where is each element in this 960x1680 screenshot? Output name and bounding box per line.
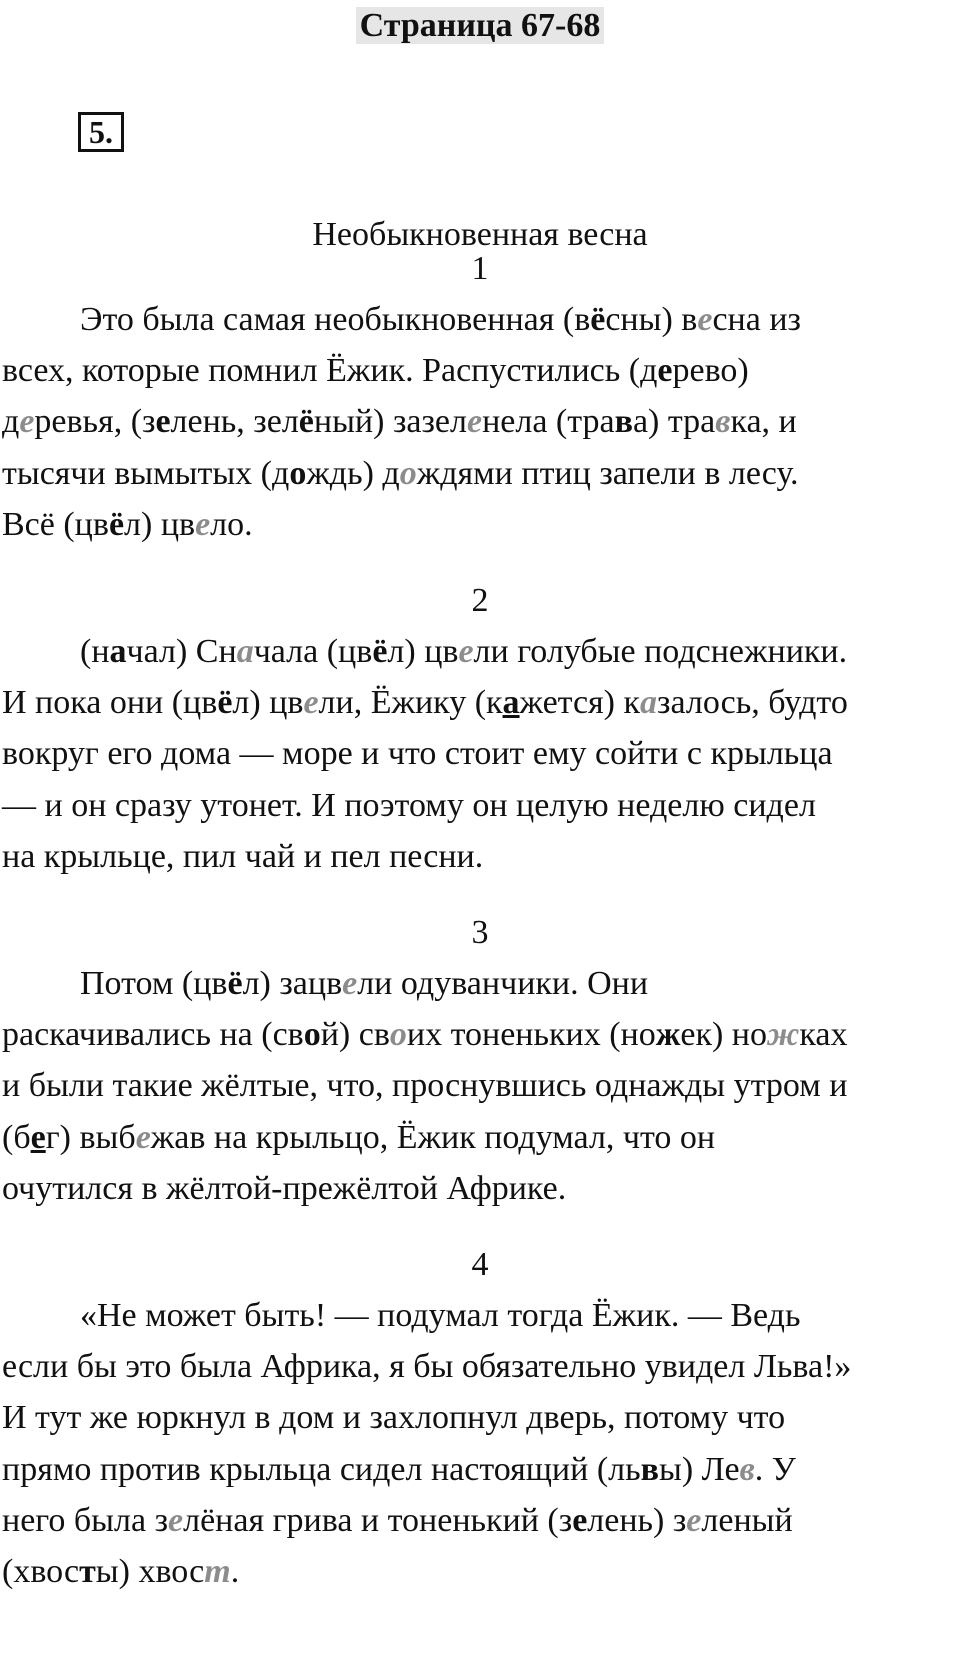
section-number: 3 (471, 914, 489, 951)
text-line: всех, которые помнил Ёжик. Распустились (дерево) (2, 352, 749, 390)
text-line: И тут же юркнул в дом и захлопнул дверь, потому что (2, 1399, 786, 1437)
document-title: Необыкновенная весна (312, 216, 648, 253)
text-line: (бег) выбежав на крыльцо, Ёжик подумал, что он (2, 1118, 716, 1156)
text-line: (хвосты) хвост. (2, 1553, 240, 1591)
text-line: вокруг его дома — море и что стоит ему сойти с крыльца (2, 735, 833, 773)
text-line: — и он сразу утонет. И поэтому он целую неделю сидел (2, 786, 816, 824)
task-number-box: 5. (78, 112, 124, 152)
text-line: Всё (цвёл) цвело. (2, 505, 253, 543)
section-text (0, 1290, 960, 1597)
text-line: прямо против крыльца сидел настоящий (львы) Лев. У (2, 1450, 796, 1488)
text-line: «Не может быть! — подумал тогда Ёжик. — Ведь (80, 1297, 801, 1334)
section-number: 2 (471, 582, 489, 619)
section-1 (0, 244, 960, 550)
section-2 (0, 576, 960, 882)
text-line: Это была самая необыкновенная (вёсны) весна из (80, 301, 801, 338)
section-text (0, 958, 960, 1214)
text-line: если бы это была Африка, я бы обязательно увидел Льва!» (2, 1348, 852, 1386)
text-line: него была зелёная грива и тоненький (зелень) зеленый (2, 1501, 793, 1539)
text-line: раскачивались на (свой) своих тоненьких (ножек) ножках (2, 1016, 848, 1054)
section-number: 4 (471, 1246, 489, 1283)
text-line: И пока они (цвёл) цвели, Ёжику (кажется) казалось, будто (2, 684, 848, 722)
text-line: деревья, (зелень, зелёный) зазеленела (трава) травка, и (2, 403, 797, 441)
section-text (0, 294, 960, 550)
section-number: 1 (471, 250, 489, 287)
text-line: на крыльце, пил чай и пел песни. (2, 837, 484, 875)
section-text (0, 626, 960, 882)
text-line: и были такие жёлтые, что, проснувшись однажды утром и (2, 1067, 848, 1105)
text-line: очутился в жёлтой-прежёлтой Африке. (2, 1169, 567, 1207)
page-title (0, 6, 960, 46)
text-line: (начал) Сначала (цвёл) цвели голубые подснежники. (80, 633, 848, 670)
page-title-text: Страница 67-68 (356, 7, 605, 44)
section-4 (0, 1240, 960, 1597)
text-line: Потом (цвёл) зацвели одуванчики. Они (80, 965, 649, 1002)
text-line: тысячи вымытых (дождь) дождями птиц запели в лесу. (2, 454, 799, 492)
section-3 (0, 908, 960, 1214)
